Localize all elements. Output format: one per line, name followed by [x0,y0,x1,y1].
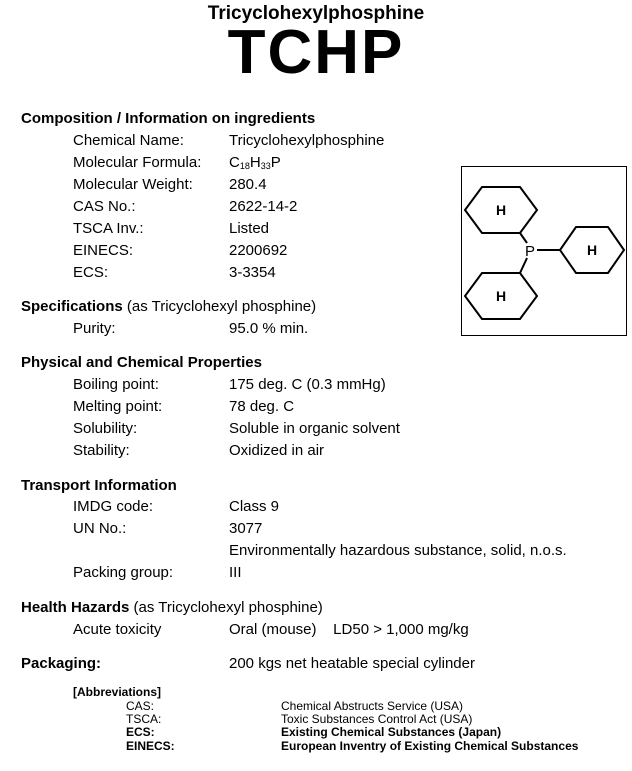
tsca-value: Listed [229,220,270,237]
stability-value: Oxidized in air [229,442,325,459]
abbr-key-einecs: EINECS: [126,739,175,753]
melting-point-label: Melting point: [73,398,163,415]
solubility-label: Solubility: [73,420,138,437]
tsca-label: TSCA Inv.: [73,220,144,237]
solubility-value: Soluble in organic solvent [229,420,400,437]
abbreviations-heading: [Abbreviations] [73,685,162,699]
structure-diagram [461,166,627,336]
ecs-value: 3-3354 [229,264,276,281]
cas-no-label: CAS No.: [73,198,136,215]
un-no-label: UN No.: [73,520,127,537]
abbr-key-tsca: TSCA: [126,712,162,726]
chemical-name-label: Chemical Name: [73,132,184,149]
packing-group-label: Packing group: [73,564,174,581]
abbr-key-ecs: ECS: [126,725,155,739]
melting-point-value: 78 deg. C [229,398,295,415]
un-no-value: 3077 [229,520,263,537]
boiling-point-value: 175 deg. C (0.3 mmHg) [229,376,386,393]
specifications-heading: Specifications (as Tricyclohexyl phosphine) [21,298,317,315]
ring-label-bottom: H [495,288,507,304]
boiling-point-label: Boiling point: [73,376,159,393]
einecs-value: 2200692 [229,242,288,259]
purity-value: 95.0 % min. [229,320,309,337]
bond-top [520,233,527,243]
composition-heading: Composition / Information on ingredients [21,110,316,127]
abbr-value-cas: Chemical Abstructs Service (USA) [281,699,464,713]
abbr-value-tsca: Toxic Substances Control Act (USA) [281,712,473,726]
packaging-heading: Packaging: [21,655,102,672]
physical-heading: Physical and Chemical Properties [21,354,262,371]
phosphorus-label: P [524,243,536,260]
acute-toxicity-value: Oral (mouse) LD50 > 1,000 mg/kg [229,621,469,638]
ring-label-right: H [586,242,598,258]
ecs-label: ECS: [73,264,109,281]
molecular-weight-label: Molecular Weight: [73,176,193,193]
molecular-formula-value: $C_{18}H_{33}P$ [229,154,281,171]
packing-group-value: III [229,564,242,581]
transport-heading: Transport Information [21,477,177,494]
purity-label: Purity: [73,320,116,337]
ring-label-top: H [495,202,507,218]
imdg-value: Class 9 [229,498,280,515]
acute-toxicity-label: Acute toxicity [73,621,162,638]
einecs-label: EINECS: [73,242,134,259]
document-title: Tricyclohexylphosphine [207,3,425,24]
cas-no-value: 2622-14-2 [229,198,298,215]
product-code: TCHP [227,18,405,87]
chemical-name-value: Tricyclohexylphosphine [229,132,385,149]
imdg-label: IMDG code: [73,498,154,515]
abbr-key-cas: CAS: [126,699,155,713]
packaging-value: 200 kgs net heatable special cylinder [229,655,475,672]
bond-bottom [520,258,527,273]
molecular-weight-value: 280.4 [229,176,267,193]
un-description: Environmentally hazardous substance, solid, n.o.s. [229,542,567,559]
stability-label: Stability: [73,442,130,459]
abbr-value-ecs: Existing Chemical Substances (Japan) [281,725,502,739]
abbr-value-einecs: European Inventry of Existing Chemical Substances [281,739,579,753]
molecular-formula-label: Molecular Formula: [73,154,202,171]
health-heading: Health Hazards (as Tricyclohexyl phosphine) [21,599,323,616]
